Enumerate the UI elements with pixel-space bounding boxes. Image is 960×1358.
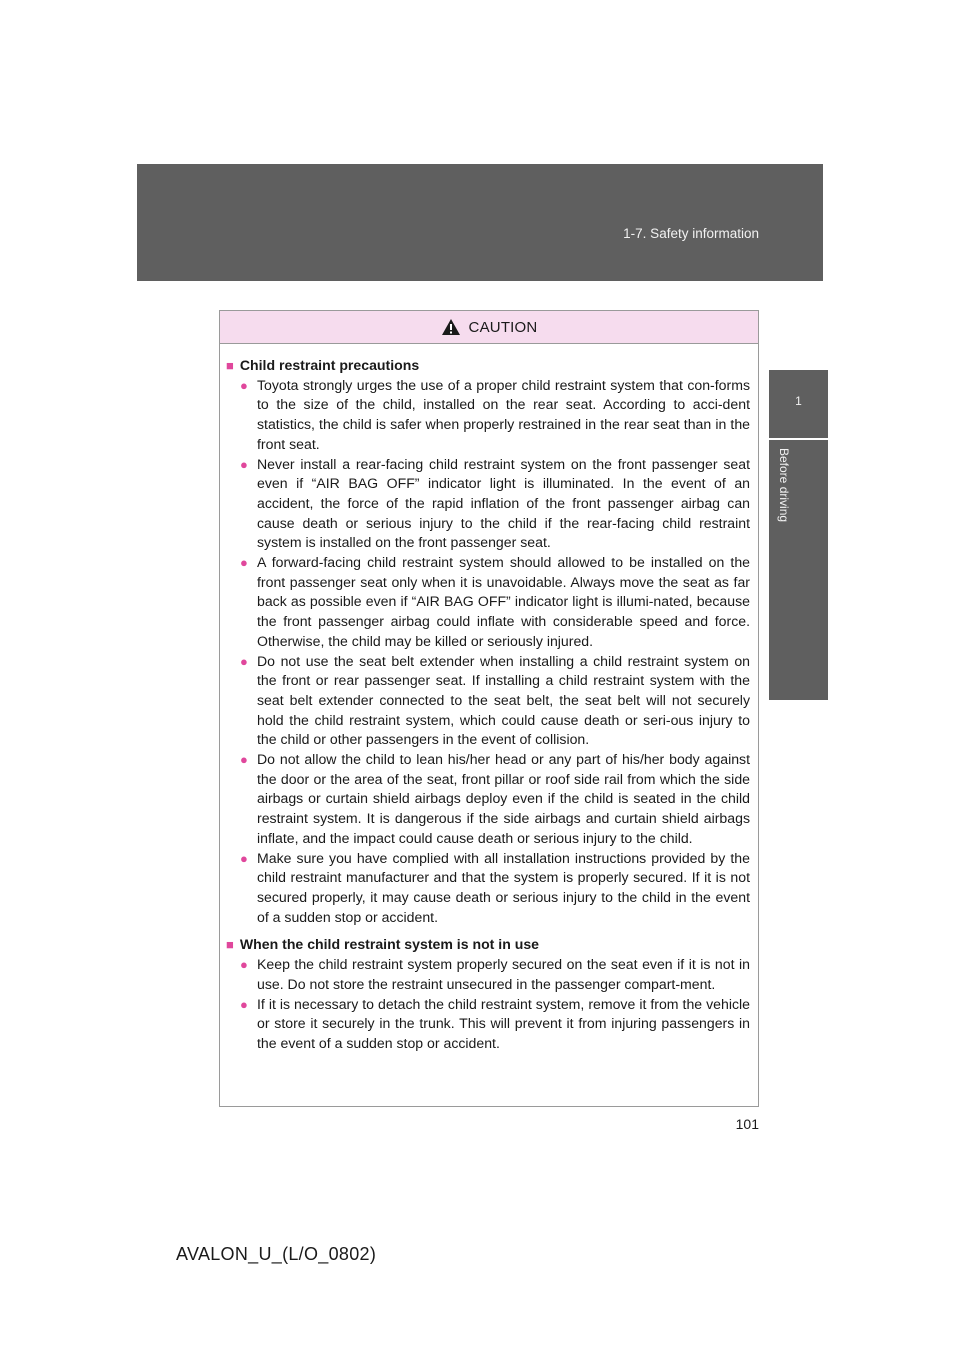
bullet-text: Keep the child restraint system properly secured on the seat even if it is not in use. Do not store the restraint unsecured in the passenger compart-ment. bbox=[257, 956, 750, 992]
circle-bullet-icon: ● bbox=[240, 377, 248, 393]
document-code: AVALON_U_(L/O_0802) bbox=[176, 1244, 377, 1264]
chapter-tab bbox=[769, 370, 828, 438]
bullet-item bbox=[240, 955, 752, 994]
bullet-item bbox=[240, 849, 752, 928]
section-heading bbox=[226, 356, 752, 376]
circle-bullet-icon: ● bbox=[240, 653, 248, 669]
chapter-number: 1 bbox=[795, 394, 802, 408]
caution-box bbox=[219, 310, 759, 1107]
page-number: 101 bbox=[735, 1116, 759, 1132]
bullet-item bbox=[240, 376, 752, 455]
bullet-item bbox=[240, 652, 752, 751]
circle-bullet-icon: ● bbox=[240, 850, 248, 866]
bullet-item bbox=[240, 455, 752, 554]
circle-bullet-icon: ● bbox=[240, 957, 248, 973]
bullet-text: Do not use the seat belt extender when installing a child restraint system on the front or rear passenger seat. If installing a child restraint system with the seat belt extender connected to the seat belt, the seat belt will not securely hold the child restraint system, which could cause death or seri-ous injury to the child or other passengers in the event of collision. bbox=[257, 652, 750, 748]
header-bar bbox=[137, 164, 823, 281]
section-heading-text: When the child restraint system is not in use bbox=[239, 936, 540, 953]
section-heading-text: Child restraint precautions bbox=[239, 357, 420, 373]
bullet-text: If it is necessary to detach the child restraint system, remove it from the vehicle or store it securely in the trunk. This will prevent it from injuring passengers in the event of a sudden stop or accident. bbox=[257, 995, 750, 1051]
square-bullet-icon: ■ bbox=[226, 937, 234, 953]
section-gap bbox=[226, 927, 752, 933]
caution-title: CAUTION bbox=[468, 318, 538, 336]
bullet-text: Toyota strongly urges the use of a proper child restraint system that con-forms to the size of the child, installed on the rear seat. According to acci-dent statistics, the child is safer when properly restrained in the rear seat than in the front seat. bbox=[257, 376, 750, 452]
bullet-text: A forward-facing child restraint system should allowed to be installed on the front passenger seat only when it is unavoidable. Always move the seat as far back as possible even if “AIR BAG OFF” indicator light is illumi-nated, because the front passenger airbag could inflate with considerable speed and force. Otherwise, the child may be killed or seriously injured. bbox=[257, 554, 750, 649]
circle-bullet-icon: ● bbox=[240, 752, 248, 768]
caution-body bbox=[220, 344, 758, 1054]
bullet-item bbox=[240, 750, 752, 849]
circle-bullet-icon: ● bbox=[240, 996, 248, 1012]
chapter-label-strip bbox=[769, 440, 828, 700]
bullet-text: Do not allow the child to lean his/her head or any part of his/her body against the door or the area of the seat, front pillar or roof side rail from which the side airbags or curtain shield airbags deploy even if the child is seated in the child restraint system. It is dangerous if the side airbags and curtain shield airbags inflate, and the impact could cause death or serious injury to the child. bbox=[257, 751, 750, 846]
section-heading bbox=[226, 935, 752, 955]
bullet-text: Never install a rear-facing child restraint system on the front passenger seat even if “AIR BAG OFF” indicator light is illuminated. In the event of an accident, the force of the rapid inflation of the front passenger airbag can cause death or serious injury to the child if the rear-facing child restraint system is installed on the front passenger seat. bbox=[257, 455, 750, 551]
square-bullet-icon: ■ bbox=[226, 358, 234, 373]
bullet-text: Make sure you have complied with all installation instructions provided by the child restraint manufacturer and that the system is properly secured. If it is not secured properly, it may cause death or serious injury to the child in the event of a sudden stop or accident. bbox=[257, 849, 750, 925]
section-title: 1-7. Safety information bbox=[623, 226, 759, 241]
warning-triangle-icon bbox=[441, 318, 461, 336]
chapter-label: Before driving bbox=[777, 448, 791, 523]
bullet-item bbox=[240, 995, 752, 1054]
bullet-item bbox=[240, 553, 752, 652]
circle-bullet-icon: ● bbox=[240, 555, 248, 571]
circle-bullet-icon: ● bbox=[240, 456, 248, 472]
caution-header bbox=[220, 311, 758, 344]
